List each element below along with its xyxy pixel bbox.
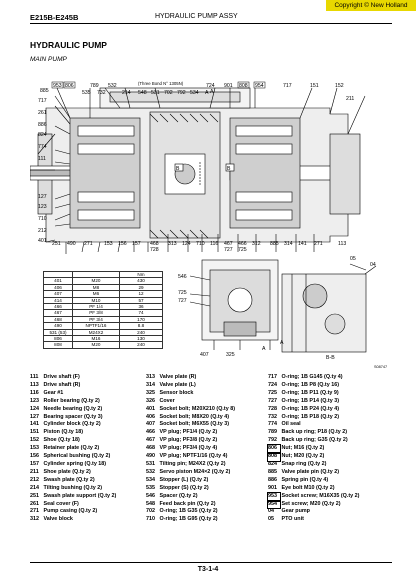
part-number: 490: [146, 453, 155, 460]
header-title: HYDRAULIC PUMP ASSY: [155, 13, 238, 20]
part-description: Stopper (L) (Q.ty 2): [159, 476, 209, 483]
callout: 724: [206, 83, 215, 89]
part-description: Drive shaft (F): [43, 374, 80, 380]
part-number: 313: [146, 374, 155, 380]
subsection-title: MAIN PUMP: [30, 56, 67, 63]
legend-item: [268, 485, 359, 493]
part-description: O-ring; 1B G95 (Q.ty 2): [159, 516, 218, 523]
part-number: 717: [268, 374, 277, 380]
section-marker: B: [176, 166, 180, 172]
part-number: 326: [146, 397, 155, 404]
part-number: 548: [146, 500, 155, 507]
part-number: 325: [146, 389, 155, 396]
legend-item: [146, 461, 235, 469]
part-number: 116: [30, 389, 39, 396]
callout: 314: [284, 241, 293, 247]
legend-item: [268, 469, 359, 477]
callout: 824: [38, 132, 47, 138]
part-number: 151: [30, 429, 39, 436]
part-description: Bearing spacer (Q.ty 3): [43, 413, 103, 420]
legend-item: [30, 374, 116, 382]
part-number: 532: [146, 468, 155, 475]
part-description: Cylinder spring (Q.ty 18): [43, 460, 107, 467]
callouts-bottom: [52, 241, 346, 253]
callout: 05: [350, 256, 356, 262]
part-number: 157: [30, 460, 39, 467]
callout: 727: [178, 298, 187, 304]
part-description: Socket bolt; M20X210 (Q.ty 8): [159, 405, 235, 412]
part-number: 885: [268, 468, 277, 475]
part-number: 261: [30, 500, 39, 507]
part-description: Cover: [159, 397, 175, 404]
legend-item: [268, 382, 359, 390]
legend-item: [30, 453, 116, 461]
part-description: Piston (Q.ty 18): [43, 429, 84, 436]
part-description: Snap ring (Q.ty 2): [281, 460, 327, 467]
part-description: O-ring; 1B P14 (Q.ty 3): [281, 397, 340, 404]
legend-item: [268, 414, 359, 422]
part-number: 953: [268, 493, 280, 501]
legend-item: [30, 429, 116, 437]
legend-item: [30, 445, 116, 453]
part-description: Seal cover (F): [43, 500, 79, 507]
part-description: Socket screw; M16X35 (Q.ty 2): [281, 492, 360, 499]
parts-legend-column-2: [146, 374, 235, 524]
part-description: VP plug; NPTF1/16 (Q.ty 4): [159, 453, 228, 460]
legend-item: [146, 382, 235, 390]
part-number: 792: [268, 437, 277, 444]
part-description: Valve plate (R): [159, 374, 197, 380]
part-number: 534: [146, 476, 155, 483]
legend-item: [146, 390, 235, 398]
callout: 732: [97, 90, 106, 96]
thread-note: (Three Bond N° 1305N): [138, 81, 184, 86]
callout: 532: [108, 83, 117, 89]
part-number: 407: [146, 421, 155, 428]
callout: 725: [238, 247, 247, 253]
part-description: Nut; M20 (Q.ty 2): [281, 453, 325, 460]
part-description: Spherical bushing (Q.ty 2): [43, 453, 111, 460]
table-row: 806 M16 130: [44, 336, 163, 342]
callout: 710: [196, 241, 205, 247]
part-description: O-ring; 1B P8 (Q.ty 16): [281, 381, 340, 388]
part-description: Valve plate (L): [159, 381, 196, 388]
part-number: 152: [30, 437, 39, 444]
part-number: 824: [268, 460, 277, 467]
callout: 313: [168, 241, 177, 247]
callout: 214: [122, 90, 131, 96]
part-description: Shoe (Q.ty 18): [43, 437, 80, 444]
part-number: 728: [268, 405, 277, 412]
part-number: 123: [30, 397, 39, 404]
callout: 261: [38, 110, 47, 116]
callout: 710: [38, 216, 47, 222]
model-code: E215B-E245B: [30, 13, 79, 22]
part-description: Drive shaft (R): [43, 381, 81, 388]
figure-code: S08747: [374, 365, 388, 369]
part-number: 806: [268, 445, 280, 453]
part-description: Spacer (Q.ty 2): [159, 492, 198, 499]
callout: 271: [314, 241, 323, 247]
part-description: Shoe plate (Q.ty 2): [43, 468, 91, 475]
part-description: VP plug; PF1/4 (Q.ty 2): [159, 429, 218, 436]
table-row: 414 M10 57: [44, 297, 163, 303]
callout: 531: [151, 90, 160, 96]
legend-item: [146, 469, 235, 477]
callout: 808: [239, 83, 248, 89]
part-number: 531: [146, 460, 155, 467]
part-number: 05: [268, 516, 274, 523]
part-description: Swash plate (Q.ty 2): [43, 476, 95, 483]
legend-item: [146, 477, 235, 485]
part-description: Tilting pin; M24X2 (Q.ty 2): [159, 460, 226, 467]
table-row: 490 NPTF1/16 8.8: [44, 323, 163, 329]
table-row: 467 PF 3/8 74: [44, 310, 163, 316]
part-description: Valve plate pin (Q.ty 2): [281, 468, 340, 475]
part-description: VP plug; PF3/4 (Q.ty 4): [159, 445, 218, 452]
part-description: Back up ring; G35 (Q.ty 2): [281, 437, 348, 444]
part-description: Cylinder block (Q.ty 2): [43, 421, 101, 428]
part-description: Servo piston M24×2 (Q.ty 2): [159, 468, 231, 475]
legend-item: [268, 461, 359, 469]
section-marker: B: [227, 166, 231, 172]
legend-item: [268, 493, 359, 501]
part-number: 401: [146, 405, 155, 412]
legend-item: [30, 382, 116, 390]
callout: 312: [252, 241, 261, 247]
legend-item: [30, 437, 116, 445]
parts-legend-column-1: [30, 374, 116, 524]
part-number: 546: [146, 492, 155, 499]
part-description: PTO unit: [281, 516, 304, 523]
legend-item: [30, 461, 116, 469]
legend-item: [268, 445, 359, 453]
callout: 953: [53, 83, 62, 89]
part-number: 214: [30, 484, 39, 491]
part-description: VP plug; PF3/8 (Q.ty 2): [159, 437, 218, 444]
legend-item: [268, 437, 359, 445]
legend-item: [268, 429, 359, 437]
header-divider: [30, 23, 392, 24]
callout: A: [280, 340, 284, 346]
table-row: 468 PF 3/4 170: [44, 316, 163, 322]
legend-item: [268, 453, 359, 461]
legend-item: [146, 453, 235, 461]
callout: 157: [132, 241, 141, 247]
callout: 774: [38, 144, 47, 150]
part-description: O-ring; 1B P24 (Q.ty 4): [281, 405, 340, 412]
part-number: 725: [268, 389, 277, 396]
legend-item: [146, 437, 235, 445]
part-number: 111: [30, 374, 39, 380]
legend-item: [146, 406, 235, 414]
part-description: Oil seal: [281, 421, 301, 428]
callout: 04: [370, 262, 376, 268]
part-description: O-ring; 1B P18 (Q.ty 2): [281, 413, 340, 420]
part-number: 127: [30, 413, 39, 420]
callout: 123: [38, 204, 47, 210]
callout: 727: [224, 247, 233, 253]
callout: 490: [67, 241, 76, 247]
callout: 885: [40, 88, 49, 94]
callout: 725: [178, 290, 187, 296]
part-description: Set screw; M20 (Q.ty 2): [281, 500, 341, 507]
part-number: 466: [146, 429, 155, 436]
section-marker: A: [210, 89, 214, 95]
part-number: 467: [146, 437, 155, 444]
part-number: 406: [146, 413, 155, 420]
callout: 151: [310, 83, 319, 89]
callout: 717: [38, 98, 47, 104]
callout: 113: [338, 241, 347, 247]
legend-item: [268, 406, 359, 414]
part-description: O-ring; 1B G145 (Q.ty 4): [281, 374, 343, 380]
callout: 325: [226, 352, 235, 358]
part-description: Gear pump: [281, 508, 310, 515]
legend-item: [30, 516, 116, 524]
callout: 152: [335, 83, 344, 89]
part-number: 251: [30, 492, 39, 499]
callout: 467: [224, 241, 233, 247]
table-row: 407 M6 12: [44, 291, 163, 297]
part-number: 113: [30, 381, 39, 388]
part-description: Gear #1: [43, 389, 64, 396]
part-number: 271: [30, 508, 39, 515]
legend-item: [146, 516, 235, 524]
part-description: Back up ring; P18 (Q.ty 2): [281, 429, 348, 436]
legend-item: [146, 421, 235, 429]
legend-item: [30, 414, 116, 422]
legend-item: [268, 477, 359, 485]
callout: 468: [150, 241, 159, 247]
callout: 548: [138, 90, 147, 96]
part-description: Sensor block: [159, 389, 194, 396]
legend-item: [268, 390, 359, 398]
part-number: 724: [268, 381, 277, 388]
callout: 954: [255, 83, 264, 89]
callout: 116: [210, 241, 219, 247]
part-number: 954: [268, 501, 280, 509]
callout: 886: [38, 122, 47, 128]
part-number: 04: [268, 508, 274, 515]
legend-item: [30, 390, 116, 398]
part-number: 710: [146, 516, 155, 523]
callout: 885: [270, 241, 279, 247]
part-number: 211: [30, 468, 39, 475]
torque-table: [43, 271, 163, 349]
part-number: 312: [30, 516, 39, 523]
table-row: 406 M8 29: [44, 284, 163, 290]
legend-item: [146, 485, 235, 493]
part-description: Eye bolt M10 (Q.ty 2): [281, 484, 335, 491]
callout: 546: [178, 274, 187, 280]
callout: 789: [90, 83, 99, 89]
callout: 702: [164, 90, 173, 96]
callout: A: [205, 90, 209, 96]
legend-item: [30, 477, 116, 485]
part-description: O-ring; 1B G35 (Q.ty 2): [159, 508, 218, 515]
legend-item: [146, 445, 235, 453]
legend-item: [30, 501, 116, 509]
callout: A: [262, 346, 266, 352]
callouts-top: [53, 83, 344, 96]
part-description: Retainer plate (Q.ty 2): [43, 445, 100, 452]
table-row: 808 M20 240: [44, 342, 163, 348]
legend-item: [268, 501, 359, 509]
torque-unit: Nm: [120, 272, 163, 278]
callout: 901: [224, 83, 233, 89]
part-description: Stopper (S) (Q.ty 2): [159, 484, 209, 491]
callout: 127: [38, 194, 47, 200]
part-number: 702: [146, 508, 155, 515]
part-description: Socket bolt; M8X20 (Q.ty 4): [159, 413, 229, 420]
callout: 534: [190, 90, 199, 96]
part-number: 732: [268, 413, 277, 420]
part-number: 808: [268, 453, 280, 461]
part-description: Feed back pin (Q.ty 2): [159, 500, 216, 507]
callout: 407: [200, 352, 209, 358]
legend-item: [146, 501, 235, 509]
callout: 535: [82, 90, 91, 96]
callout: 111: [38, 156, 46, 162]
callout: 124: [182, 241, 191, 247]
legend-item: [268, 516, 359, 524]
part-description: Roller bearing (Q.ty 2): [43, 397, 100, 404]
page-number: T3-1-4: [197, 566, 219, 573]
part-number: 141: [30, 421, 39, 428]
legend-item: [146, 508, 235, 516]
part-description: Swash plate support (Q.ty 2): [43, 492, 117, 499]
part-description: Pump casing (Q.ty 2): [43, 508, 98, 515]
footer-divider: [30, 562, 392, 563]
callout: 717: [283, 83, 292, 89]
callout: 153: [104, 241, 113, 247]
legend-item: [30, 398, 116, 406]
part-description: Socket bolt; M6X55 (Q.ty 3): [159, 421, 229, 428]
legend-item: [268, 374, 359, 382]
table-row: 401 M20 430: [44, 278, 163, 284]
legend-item: [146, 414, 235, 422]
callout: B-B: [326, 355, 335, 361]
callout: 728: [150, 247, 159, 253]
part-number: 153: [30, 445, 39, 452]
part-description: Needle bearing (Q.ty 2): [43, 405, 103, 412]
part-description: Nut; M16 (Q.ty 2): [281, 445, 325, 452]
legend-item: [268, 398, 359, 406]
part-number: 886: [268, 476, 277, 483]
callout: 156: [118, 241, 127, 247]
part-number: 727: [268, 397, 277, 404]
part-number: 314: [146, 381, 155, 388]
callout: 271: [84, 241, 93, 247]
legend-item: [30, 406, 116, 414]
callout: 466: [238, 241, 247, 247]
legend-item: [146, 493, 235, 501]
copyright-badge: Copyright © New Holland: [326, 0, 416, 11]
legend-item: [146, 429, 235, 437]
part-number: 156: [30, 453, 39, 460]
callout: 211: [346, 96, 355, 102]
part-number: 468: [146, 445, 155, 452]
part-number: 901: [268, 484, 277, 491]
part-number: 789: [268, 429, 277, 436]
legend-item: [30, 469, 116, 477]
legend-item: [146, 398, 235, 406]
legend-item: [30, 508, 116, 516]
table-row: 466 PF 1/4 36: [44, 304, 163, 310]
part-description: Valve block: [43, 516, 73, 523]
callout: 212: [38, 228, 47, 234]
part-description: Spring pin (Q.ty 4): [281, 476, 329, 483]
legend-item: [30, 421, 116, 429]
callout: 792: [177, 90, 186, 96]
part-description: Tilting bushing (Q.ty 2): [43, 484, 103, 491]
legend-item: [268, 421, 359, 429]
legend-item: [268, 508, 359, 516]
part-description: O-ring; 1B P11 (Q.ty 9): [281, 389, 339, 396]
table-row: 531 (53) M24X2 240: [44, 329, 163, 335]
part-number: 124: [30, 405, 39, 412]
callout: 806: [65, 83, 74, 89]
parts-legend-column-3: [268, 374, 359, 524]
callout: 251: [52, 241, 61, 247]
part-number: 535: [146, 484, 155, 491]
legend-item: [30, 493, 116, 501]
section-title: HYDRAULIC PUMP: [30, 40, 107, 50]
callout: 401: [38, 238, 47, 244]
legend-item: [146, 374, 235, 382]
part-number: 774: [268, 421, 277, 428]
legend-item: [30, 485, 116, 493]
callout: 141: [298, 241, 307, 247]
part-number: 212: [30, 476, 39, 483]
